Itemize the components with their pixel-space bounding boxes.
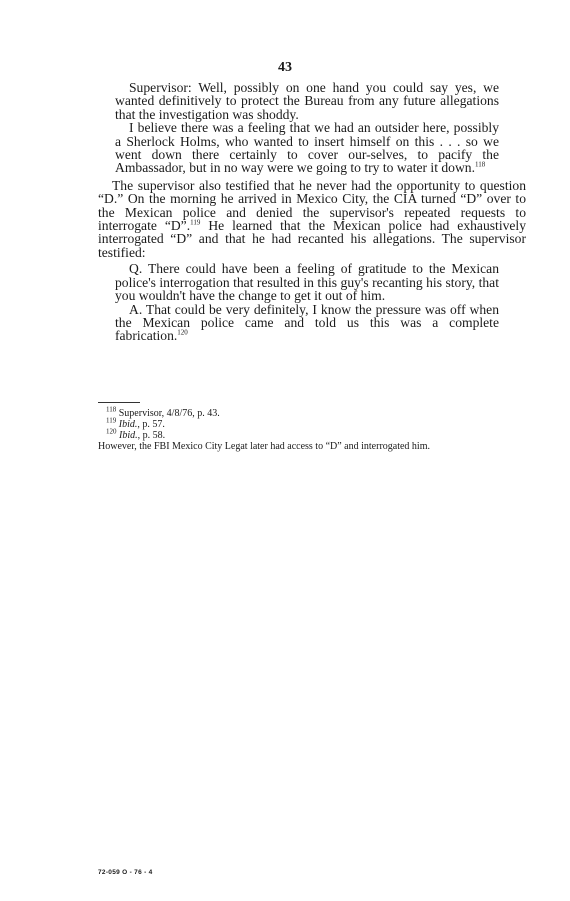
footnote-120: $^{120}$ Ibid., p. 58. — [106, 427, 166, 441]
block-quote-supervisor — [115, 81, 499, 175]
footnote-ref-119: 119 — [190, 218, 201, 227]
page-number: 43 — [278, 60, 292, 75]
footnote-divider — [98, 402, 140, 403]
print-code: 72-059 O - 76 - 4 — [98, 869, 153, 876]
quote-paragraph-2: I believe there was a feeling that we had an outsider here, possibly a Sherlock Holms, who wanted to insert himself on this . . . so we went down there certainly to cover our-selves, to pacify the Ambassador, but in no way were we going to try to water it down.$^{118}$ — [115, 120, 499, 176]
footnote-continuation: However, the FBI Mexico City Legat later had access to “D” and interrogated him. — [98, 441, 430, 452]
footnote-ref-118: 118 — [475, 160, 486, 169]
body-text — [98, 81, 526, 343]
answer-paragraph: A. That could be very definitely, I know the pressure was off when the Mexican police came and told us this was a complete fabrication.$^{120}$ — [115, 301, 499, 344]
footnote-ref-120: 120 — [177, 328, 188, 337]
question-paragraph: Q. There could have been a feeling of gratitude to the Mexican police's interrogation that resulted in this guy's recanting his story, that you wouldn't have the change to get it out of him. — [115, 261, 499, 304]
quote-paragraph-1: Supervisor: Well, possibly on one hand you could say yes, we wanted definitively to protect the Bureau from any future allegations that the investigation was shoddy. — [115, 80, 499, 122]
footnotes — [98, 405, 526, 452]
body-paragraph: The supervisor also testified that he never had the opportunity to question “D.” On the morning he arrived in Mexico City, the CIA turned “D” over to the Mexican police and denied the supervisor's repeated requests to interrogate “D”.$^{119}$ He learned that the Mexican police had exhaustively interrogated “D” and that he had recanted his allegations. The supervisor testified: — [98, 177, 526, 260]
block-quote-testimony — [115, 262, 499, 342]
footnote-118: $^{118}$ Supervisor, 4/8/76, p. 43. — [106, 405, 220, 419]
footnote-119: $^{119}$ Ibid., p. 57. — [106, 416, 165, 430]
